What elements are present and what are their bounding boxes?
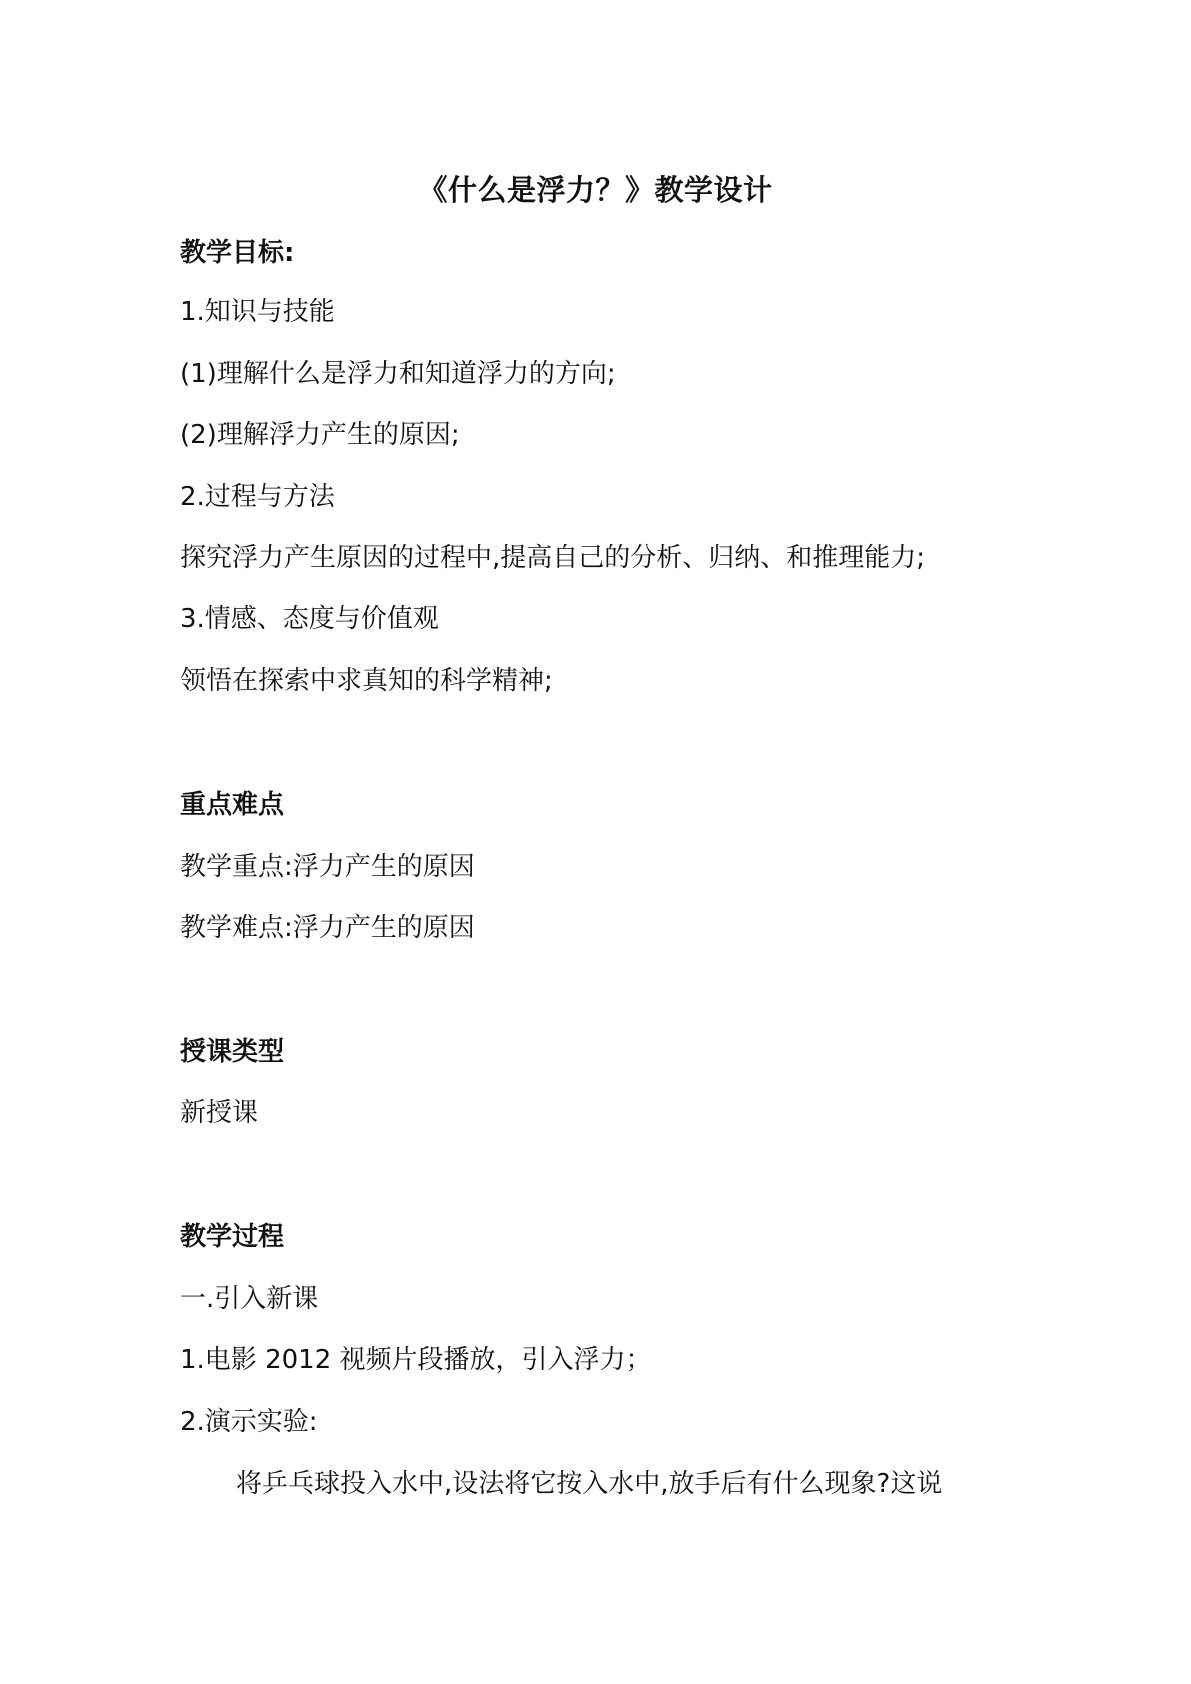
objective-1-a: (1)理解什么是浮力和知道浮力的方向; — [180, 359, 616, 389]
objective-3-title: 3.情感、态度与价值观 — [180, 604, 439, 634]
process-heading: 教学过程 — [180, 1222, 285, 1252]
lesson-type-heading: 授课类型 — [180, 1037, 285, 1067]
process-part-1: 一.引入新课 — [180, 1284, 319, 1314]
objective-1-b: (2)理解浮力产生的原因; — [180, 420, 460, 450]
process-step-2-text: 将乒乓球投入水中,设法将它按入水中,放手后有什么现象?这说 — [236, 1469, 943, 1499]
objective-1-title: 1.知识与技能 — [180, 297, 335, 327]
objective-2-text: 探究浮力产生原因的过程中,提高自己的分析、归纳、和推理能力; — [180, 543, 926, 573]
teaching-difficulty: 教学难点:浮力产生的原因 — [180, 913, 475, 943]
document-title: 《什么是浮力？》教学设计 — [418, 173, 773, 207]
objective-2-title: 2.过程与方法 — [180, 482, 335, 512]
key-points-heading: 重点难点 — [180, 790, 285, 820]
objectives-heading: 教学目标: — [180, 238, 295, 268]
process-step-2: 2.演示实验: — [180, 1407, 318, 1437]
process-step-1: 1.电影 2012 视频片段播放，引入浮力； — [180, 1345, 652, 1375]
teaching-focus: 教学重点:浮力产生的原因 — [180, 852, 475, 882]
lesson-type-value: 新授课 — [180, 1098, 259, 1128]
objective-3-text: 领悟在探索中求真知的科学精神; — [180, 666, 553, 696]
